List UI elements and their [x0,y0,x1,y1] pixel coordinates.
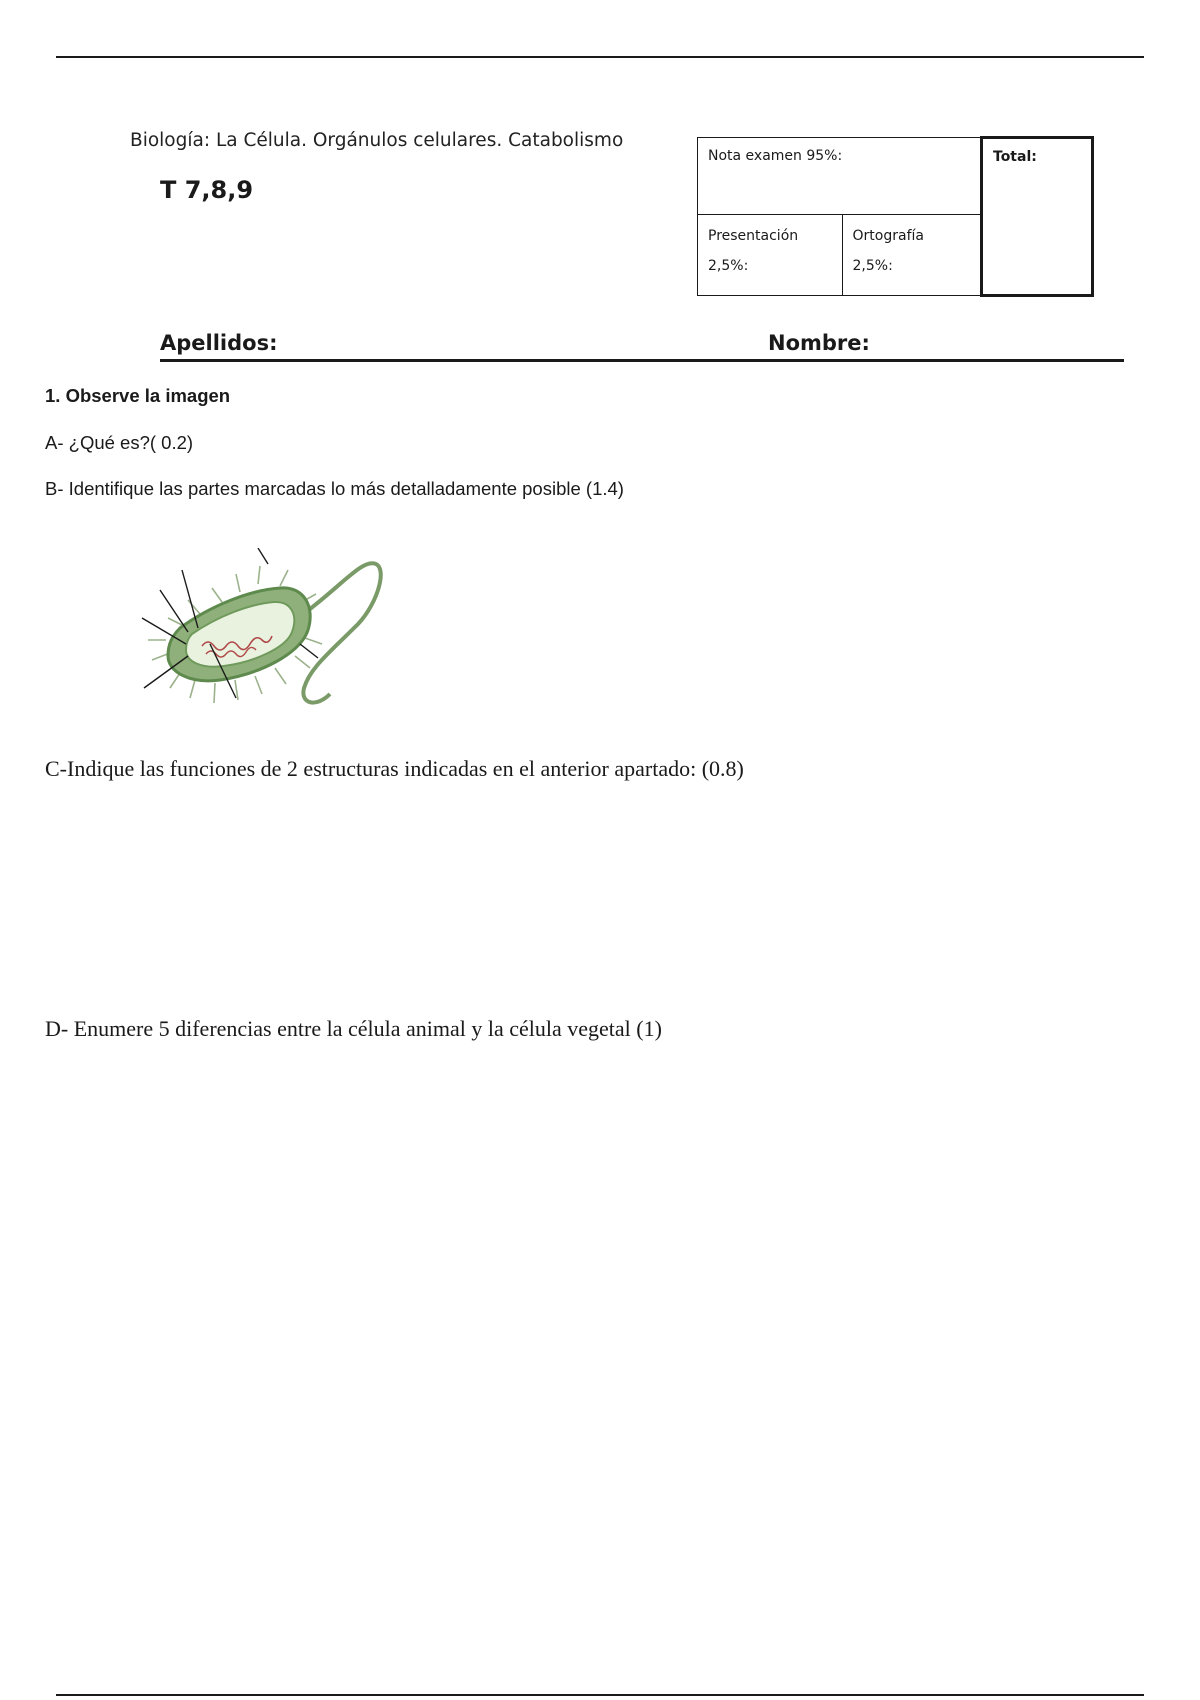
name-label: Nombre: [768,331,870,355]
question-c: C-Indique las funciones de 2 estructuras indicadas en el anterior apartado: (0.8) [45,756,744,781]
bacteria-diagram [140,548,392,720]
spelling-label: Ortografía [852,228,924,244]
exam-grade-cell [698,138,982,215]
presentation-percent: 2,5%: [708,258,749,274]
question-a: A- ¿Qué es?( 0.2) [45,432,194,453]
subject-title: Biología: La Célula. Orgánulos celulares. Catabolismo [130,130,624,151]
total-label: Total: [993,149,1037,165]
presentation-label: Presentación [708,228,799,244]
student-info-rule [160,359,1124,362]
spelling-cell [842,215,981,296]
presentation-cell [698,215,843,296]
flagellum [298,563,381,702]
top-rule [56,56,1144,58]
topics-label: T 7,8,9 [160,176,254,204]
total-cell [982,138,1093,296]
spelling-percent: 2,5%: [852,258,893,274]
question-d: D- Enumere 5 diferencias entre la célula animal y la célula vegetal (1) [45,1016,662,1041]
question-1-title: 1. Observe la imagen [45,385,231,406]
bottom-rule [56,1694,1144,1696]
surname-label: Apellidos: [160,331,278,355]
grade-table [697,136,1094,297]
exam-grade-label: Nota examen 95%: [708,148,843,164]
question-b: B- Identifique las partes marcadas lo más detalladamente posible (1.4) [45,478,624,499]
